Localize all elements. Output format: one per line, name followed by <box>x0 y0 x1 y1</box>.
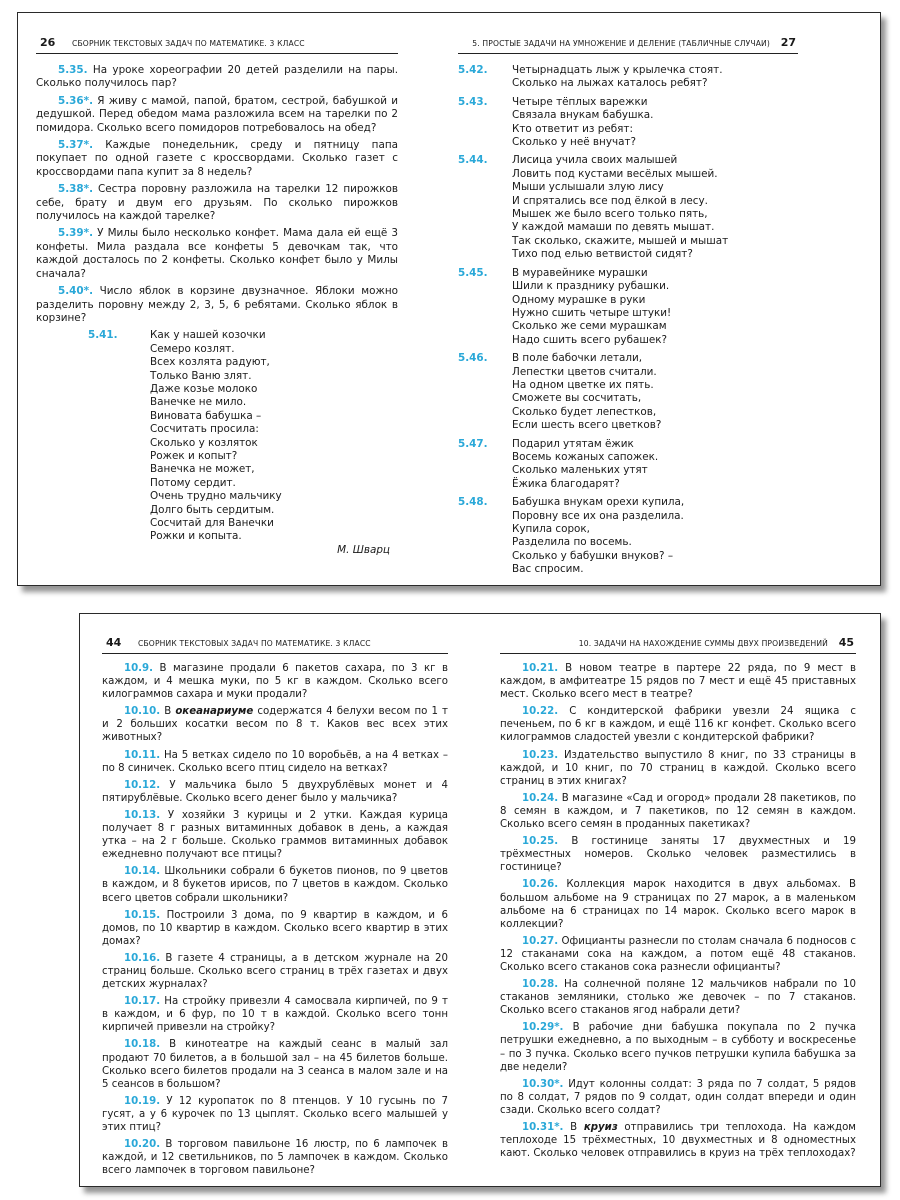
task-text: В гостинице заняты 17 двухместных и 19 трёхместных номеров. Сколько человек разместились в гостинице? <box>500 836 856 874</box>
task <box>500 749 856 788</box>
poem-line: Поровну все их она разделила. <box>512 509 684 522</box>
poem-lines <box>512 352 798 432</box>
poem-line: И спрятались все под ёлкой в лесу. <box>512 194 708 207</box>
running-header <box>36 36 398 54</box>
task <box>102 952 448 991</box>
page-body <box>36 64 398 562</box>
running-header <box>102 636 448 654</box>
page-45 <box>500 614 856 1186</box>
poem-line: Бабушка внукам орехи купила, <box>512 496 685 509</box>
poem-lines <box>512 267 798 347</box>
task-text-prefix: В <box>570 1122 584 1133</box>
running-title: 5. ПРОСТЫЕ ЗАДАЧИ НА УМНОЖЕНИЕ И ДЕЛЕНИЕ (ТАБЛИЧНЫЕ СЛУЧАИ) <box>472 39 770 48</box>
task-number: 5.42. <box>458 64 488 76</box>
task <box>500 1021 856 1073</box>
book-spread-26-27 <box>17 12 881 586</box>
page-26 <box>36 13 398 585</box>
task-text: Я живу с мамой, папой, братом, сестрой, бабушкой и дедушкой. Перед обедом мама разложила всем на тарелки по 2 помидора. Сколько всего помидоров потребовалось на обед? <box>36 94 398 134</box>
poem-line: Связала внукам бабушка. <box>512 109 654 122</box>
task-number: 5.43. <box>458 95 488 108</box>
task <box>102 662 448 701</box>
task-number: 10.19. <box>124 1095 161 1107</box>
task <box>36 64 398 91</box>
task-text: У 12 куропаток по 8 птенцов. У 10 гусынь по 7 гусят, а у 6 курочек по 13 цыплят. Сколько всего малышей у этих птиц? <box>102 1095 448 1133</box>
task-text-prefix: В <box>164 706 176 718</box>
poem-line: Как у нашей козочки <box>150 329 266 342</box>
task-number: 5.40*. <box>58 285 94 298</box>
poem-line: Потому сердит. <box>150 476 236 489</box>
poem-line: Восемь кожаных сапожек. <box>512 450 659 463</box>
poem-line: На одном цветке их пять. <box>512 378 654 391</box>
task-text: Число яблок в корзине двузначное. Яблоки можно разделить поровну между 2, 3, 5, 6 ребятами. Сколько яблок в корзине? <box>36 285 398 324</box>
page-number: 44 <box>106 636 122 649</box>
poem-lines <box>512 96 798 150</box>
poem-line: Виновата бабушка – <box>150 409 262 422</box>
task-text: Школьники собрали 6 букетов пионов, по 9 цветов в каждом, и 8 букетов ирисов, по 7 цветов в каждом. Сколько всего цветов собрали школьники? <box>102 866 448 904</box>
running-title: 10. ЗАДАЧИ НА НАХОЖДЕНИЕ СУММЫ ДВУХ ПРОИЗВЕДЕНИЙ <box>578 639 828 648</box>
task-number: 10.15. <box>124 909 161 921</box>
task <box>36 95 398 135</box>
poem-line: Сколько у неё внучат? <box>512 136 637 149</box>
task-text: В новом театре в партере 22 ряда, по 9 мест в каждом, в амфитеатре 15 рядов по 7 мест и ещё 45 приставных мест. Сколько всего мест в театре? <box>500 663 856 701</box>
task-number: 10.18. <box>124 1039 161 1051</box>
task <box>36 139 398 179</box>
task-text: Издательство выпустило 8 книг, по 33 страницы в каждой, и 10 книг, по 70 страниц в каждой. Сколько всего страниц в этих книгах? <box>500 749 856 787</box>
poem-line: Подарил утятам ёжик <box>512 437 634 450</box>
running-title: СБОРНИК ТЕКСТОВЫХ ЗАДАЧ ПО МАТЕМАТИКЕ. 3 КЛАСС <box>138 639 371 648</box>
task-number: 10.29*. <box>522 1022 564 1034</box>
poem-line: Одному мурашке в руки <box>512 293 646 306</box>
task-number: 10.27. <box>522 935 559 947</box>
task <box>500 935 856 974</box>
task-number: 5.45. <box>458 266 488 279</box>
task-number: 5.47. <box>458 437 488 450</box>
task <box>500 792 856 831</box>
poem-line: Сосчитай для Ванечки <box>150 517 274 529</box>
book-spread-44-45 <box>79 613 881 1187</box>
task-number: 5.44. <box>458 154 488 167</box>
task <box>102 779 448 805</box>
task <box>102 809 448 861</box>
running-title: СБОРНИК ТЕКСТОВЫХ ЗАДАЧ ПО МАТЕМАТИКЕ. 3 КЛАСС <box>72 39 305 48</box>
task-text: На солнечной поляне 12 мальчиков набрали по 10 стаканов земляники, столько же девочек – по 7 стаканов. Сколько всего стаканов ягод набрали дети? <box>500 979 856 1017</box>
poem-line: У каждой мамаши по девять мышат. <box>512 221 715 234</box>
poem-line: Ванечка не может, <box>150 463 255 476</box>
poem-task <box>36 329 398 557</box>
task-number: 10.14. <box>124 866 161 878</box>
poem-line: Сможете вы сосчитать, <box>512 392 642 405</box>
poem-line: Долго быть сердитым. <box>150 503 275 516</box>
poem-line: В муравейнике мурашки <box>512 266 648 279</box>
task-text: На 5 ветках сидело по 10 воробьёв, а на 4 ветках – по 8 синичек. Сколько всего птиц сидело на ветках? <box>102 749 448 774</box>
task-emphasis: океанариуме <box>175 706 254 718</box>
poem-line: Лепестки цветов считали. <box>512 365 657 378</box>
task <box>102 1138 448 1177</box>
task-number: 10.22. <box>522 706 559 718</box>
page-27 <box>458 13 798 585</box>
task-text: В рабочие дни бабушка покупала по 2 пучка петрушки ежедневно, а по выходным – в субботу и воскресенье – по 3 пучка. Сколько всего пучков петрушки купила бабушка за две недели? <box>500 1022 856 1073</box>
poem-line: Семеро козлят. <box>150 342 235 355</box>
poem-line: Всех козлята радуют, <box>150 356 270 369</box>
task-number: 10.24. <box>522 792 559 804</box>
task-text: Сестра поровну разложила на тарелки 12 пирожков себе, брату и двум его друзьям. По сколько пирожков получилось на каждой тарелке? <box>36 183 398 223</box>
poem-line: Если шесть всего цветков? <box>512 419 662 432</box>
task-text: В магазине продали 6 пакетов сахара, по 3 кг в каждом, и 4 мешка муки, по 5 кг в каждом. Сколько всего килограммов сахара и муки продали? <box>102 663 448 701</box>
task-number: 10.16. <box>124 952 161 964</box>
poem-line: Тихо под елью ветвистой сидят? <box>512 248 693 261</box>
task-text: У Милы было несколько конфет. Мама дала ей ещё 3 конфеты. Мила раздала все конфеты 5 девочкам так, что каждой досталось по 2 конфеты. Сколько конфет было у Милы сначала? <box>36 227 398 280</box>
task <box>500 878 856 930</box>
task-text: С кондитерской фабрики увезли 24 ящика с печеньем, по 6 кг в каждом, и ещё 116 кг конфет. Сколько всего килограммов сладостей увезли с кондитерской фабрики? <box>500 706 856 744</box>
task-number: 5.41. <box>88 329 118 342</box>
page-body <box>102 662 448 1181</box>
running-header <box>500 636 856 654</box>
task-number: 10.17. <box>124 996 161 1008</box>
task-text: У мальчика было 5 двухрублёвых монет и 4 пятирублёвые. Сколько всего денег было у мальчика? <box>102 779 449 804</box>
task <box>36 183 398 223</box>
task-text: В торговом павильоне 16 люстр, по 6 лампочек в каждой, и 12 светильников, по 5 лампочек в каждом. Сколько всего лампочек в торговом павильоне? <box>102 1139 448 1177</box>
poem-line: Рожек и копыт? <box>150 449 238 462</box>
poem-line: В поле бабочки летали, <box>512 352 643 365</box>
page-body <box>500 662 856 1164</box>
task-number: 5.38*. <box>58 183 94 196</box>
task-text: Построили 3 дома, по 9 квартир в каждом, и 6 домов, по 10 квартир в каждом. Сколько всего квартир в этих домах? <box>102 909 448 947</box>
poem-line: Очень трудно мальчику <box>150 490 282 503</box>
task-text: На уроке хореографии 20 детей разделили на пары. Сколько получилось пар? <box>36 64 398 90</box>
task-number: 10.11. <box>124 749 161 761</box>
task-text: Официанты разнесли по столам сначала 6 подносов с 12 стаканами сока на каждом, а потом ещё 48 стаканов. Сколько всего стаканов сока разнесли официанты? <box>500 935 856 973</box>
task-number: 10.25. <box>522 836 559 848</box>
task-text: В газете 4 страницы, а в детском журнале на 20 страниц больше. Сколько всего страниц в трёх газетах и двух детских журналах? <box>102 952 448 991</box>
task-number: 10.26. <box>522 879 559 891</box>
poem-line: Мышек же было всего только пять, <box>512 208 708 221</box>
task-text: В магазине «Сад и огород» продали 28 пакетиков, по 8 семян в каждом, и 7 пакетиков, по 12 семян в каждом. Сколько всего семян в проданных пакетиках? <box>500 792 857 831</box>
task <box>102 1038 448 1090</box>
task <box>500 1078 856 1117</box>
task <box>36 227 398 281</box>
page-body <box>458 64 798 582</box>
task-number: 10.23. <box>522 749 559 761</box>
task-number: 5.39*. <box>58 227 94 240</box>
poem-line: Сколько у козляток <box>150 436 258 449</box>
task-number: 10.28. <box>522 979 559 991</box>
poem-line: Разделила по восемь. <box>512 536 632 549</box>
poem-task <box>458 352 798 432</box>
task-number: 5.46. <box>458 352 488 365</box>
task-number: 5.37*. <box>58 139 94 152</box>
task-text: В кинотеатре на каждый сеанс в малый зал продают 70 билетов, а в большой зал – на 45 билетов больше. Сколько всего билетов продали на 3 сеанса в малом зале и на 5 сеансов в большом? <box>102 1039 448 1090</box>
poem-line: Даже козье молоко <box>150 382 258 395</box>
poem-lines <box>150 329 398 557</box>
task-text: На стройку привезли 4 самосвала кирпичей, по 9 т в каждом, и 6 фур, по 10 т в каждой. Сколько всего тонн кирпичей привезли на стройку? <box>102 996 448 1034</box>
poem-author: М. Шварц <box>337 543 390 556</box>
poem-line: Нужно сшить четыре штуки! <box>512 306 672 319</box>
task-number: 5.36*. <box>58 94 94 107</box>
task <box>36 285 398 325</box>
task <box>500 835 856 874</box>
poem-lines <box>512 496 798 576</box>
poem-line: Только Ваню злят. <box>150 369 252 382</box>
poem-line: Шили к празднику рубашки. <box>512 280 670 293</box>
running-header <box>458 36 798 54</box>
task-number: 5.48. <box>458 496 488 509</box>
poem-lines <box>512 438 798 492</box>
poem-line: Сколько маленьких утят <box>512 464 648 477</box>
poem-line: Ёжика благодарят? <box>512 477 620 490</box>
task-text: У хозяйки 3 курицы и 2 утки. Каждая курица получает 8 г разных витаминных добавок в день, а каждая утка – на 2 г больше. Сколько граммов витаминных добавок ежедневно получают все птицы? <box>102 809 448 861</box>
task <box>102 749 448 775</box>
poem-line: Купила сорок, <box>512 523 590 535</box>
task <box>102 909 448 948</box>
poem-line: Сколько же семи мурашкам <box>512 320 667 333</box>
poem-line: Сколько на лыжах каталось ребят? <box>512 77 708 90</box>
task <box>102 705 448 744</box>
poem-line: Ванечке не мило. <box>150 396 247 409</box>
poem-line: Так сколько, скажите, мышей и мышат <box>512 234 729 247</box>
task-emphasis: круиз <box>583 1122 618 1133</box>
poem-line: Сколько будет лепестков, <box>512 405 657 418</box>
task-number: 10.9. <box>124 663 154 674</box>
task-number: 10.12. <box>124 779 161 791</box>
poem-task <box>458 64 798 91</box>
task-number: 10.10. <box>124 706 161 718</box>
task-text: содержатся 4 белухи весом по 1 т и 2 больших косатки весом по 8 т. Каков вес всех этих животных? <box>102 706 448 744</box>
task-text: отправились три теплохода. На каждом теплоходе 15 трёхместных, 10 двухместных и 8 одноместных кают. Сколько человек отправились в круиз на трёх теплоходах? <box>500 1122 856 1160</box>
poem-line: Лисица учила своих малышей <box>512 154 678 167</box>
page-number: 26 <box>40 36 56 49</box>
task <box>102 865 448 904</box>
poem-line: Надо сшить всего рубашек? <box>512 333 668 346</box>
task-number: 10.13. <box>124 809 161 821</box>
task-number: 10.20. <box>124 1139 161 1151</box>
poem-task <box>458 96 798 150</box>
poem-line: Мыши услышали злую лису <box>512 181 664 194</box>
task <box>500 1121 856 1160</box>
task <box>102 995 448 1034</box>
poem-line: Ловить под кустами весёлых мышей. <box>512 167 718 180</box>
task-text: Идут колонны солдат: 3 ряда по 7 солдат, 5 рядов по 8 солдат, 7 рядов по 9 солдат, один солдат впереди и один сзади. Сколько всего солдат? <box>500 1078 856 1116</box>
poem-task <box>458 438 798 492</box>
poem-line: Сколько у бабушки внуков? – <box>512 549 674 562</box>
task <box>500 705 856 744</box>
poem-task <box>458 496 798 576</box>
poem-line: Сосчитать просила: <box>150 423 259 436</box>
poem-line: Четыре тёплых варежки <box>512 95 648 108</box>
task-number: 10.30*. <box>522 1078 564 1090</box>
poem-task <box>458 267 798 347</box>
poem-lines <box>512 64 798 91</box>
task <box>102 1095 448 1134</box>
task-number: 10.21. <box>522 663 559 674</box>
poem-line: Четырнадцать лыж у крылечка стоят. <box>512 64 723 76</box>
task <box>500 662 856 701</box>
page-44 <box>102 614 448 1186</box>
poem-line: Рожки и копыта. <box>150 530 242 543</box>
poem-line: Кто ответит из ребят: <box>512 122 633 135</box>
page-number: 27 <box>780 36 796 49</box>
task-number: 5.35. <box>58 64 88 76</box>
task <box>500 978 856 1017</box>
page-number: 45 <box>838 636 854 649</box>
task-number: 10.31*. <box>522 1122 564 1133</box>
task-text: Каждые понедельник, среду и пятницу папа покупает по одной газете с кроссвордами. Сколько газет с кроссвордами папа купит за 8 недель? <box>36 139 398 178</box>
poem-lines <box>512 154 798 261</box>
task-text: Коллекция марок находится в двух альбомах. В большом альбоме на 9 страницах по 27 марок, а в маленьком альбоме на 6 страницах по 14 марок. Сколько всего марок в коллекции? <box>500 879 856 930</box>
poem-task <box>458 154 798 261</box>
poem-line: Вас спросим. <box>512 563 584 576</box>
